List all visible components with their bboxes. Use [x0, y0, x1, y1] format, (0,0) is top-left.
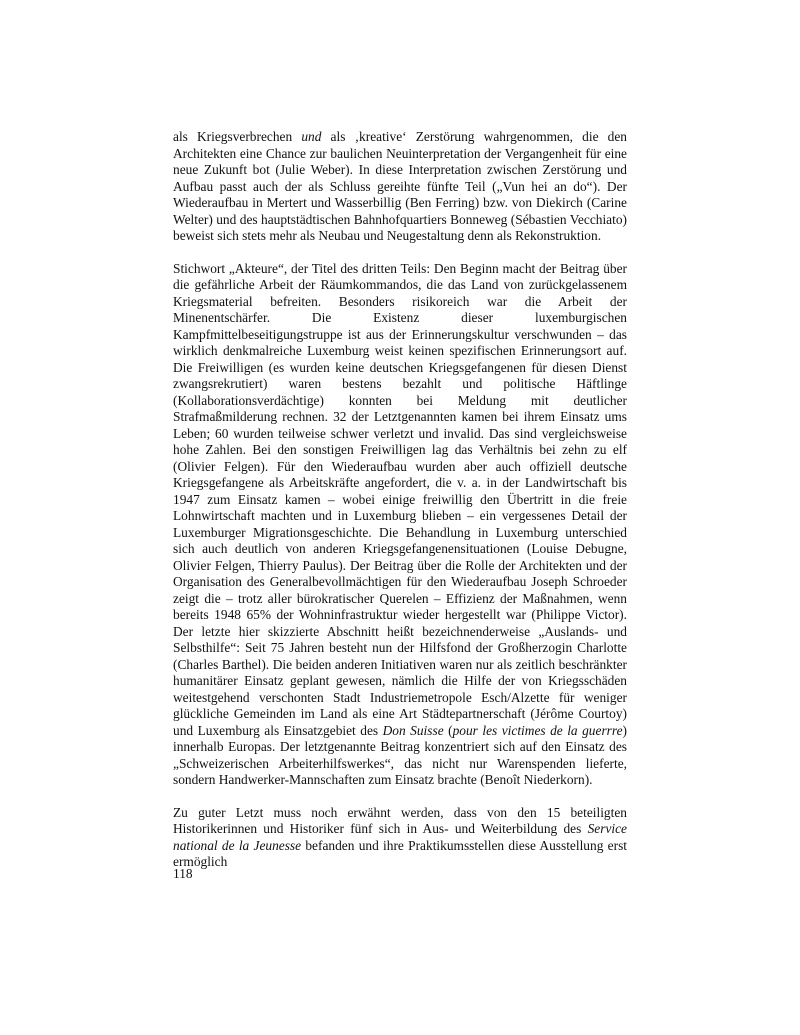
paragraph-2: [173, 261, 627, 789]
text-run: als Kriegsverbrechen: [173, 129, 302, 144]
paragraph-1: [173, 129, 627, 245]
paragraph-3: [173, 805, 627, 871]
italic-text-run: Don Suisse: [382, 722, 444, 738]
page-number: 118: [173, 866, 193, 881]
text-run: Zu guter Letzt muss noch erwähnt werden, dass von den 15 beteiligten Historikerinnen und Historiker fünf sich in Aus- und Weiterbildung des: [173, 804, 627, 836]
text-run: als ‚kreative‘ Zerstörung wahrgenommen, die den Architekten eine Chance zur baulichen Neuinterpretation der Vergangenheit für eine neue Zukunft bot (Julie Weber). In diese Interpretation zwischen Zerstörung und Aufbau passt auch der als Schluss gereihte fünfte Teil („Vun hei an do“). Der Wiederaufbau in Mertert und Wasserbillig (Ben Ferring) bzw. von Diekirch (Carine Welter) und des hauptstädtischen Bahnhofquartiers Bonneweg (Sébastien Vecchiato) beweist sich stets mehr als Neubau und Neugestaltung denn als Rekonstruktion.: [173, 129, 627, 243]
paragraph-gap: [173, 245, 627, 261]
paragraph-gap: [173, 789, 627, 805]
text-run: (: [443, 722, 453, 738]
text-run: befanden und ihre Praktikumsstellen diese Ausstellung erst ermöglich: [173, 837, 627, 869]
text-run: ) innerhalb Europas. Der letztgenannte Beitrag konzentriert sich auf den Einsatz des „Schweizerischen Arbeiterhilfswerkes“, das nicht nur Warenspenden lieferte, sondern Handwerker-Mannschaften zum Einsatz brachte (Benoît Niederkorn).: [173, 722, 627, 787]
italic-text-run: Service national de la Jeunesse: [173, 821, 627, 853]
text-run: Stichwort „Akteure“, der Titel des dritten Teils: Den Beginn macht der Beitrag über die gefährliche Arbeit der Räumkommandos, die das Land von zurückgelassenem Kriegsmaterial befreiten. Besonders risikoreich war die Arbeit der Minenentschärfer. Die Existenz dieser luxemburgischen Kampfmittelbeseitigungstruppe ist aus der Erinnerungskultur verschwunden – das wirklich denkmalreiche Luxemburg weist keinen spezifischen Erinnerungsort auf. Die Freiwilligen (es wurden keine deutschen Kriegsgefangenen für diesen Dienst zwangsrekrutiert) waren bestens bezahlt und politische Häftlinge (Kollaborationsverdächtige) konnten bei Meldung mit deutlicher Strafmaßmilderung rechnen. 32 der Letztgenannten kamen bei ihrem Einsatz ums Leben; 60 wurden teilweise schwer verletzt und invalid. Das sind vergleichsweise hohe Zahlen. Bei den sonstigen Freiwilligen lag das Verhältnis bei zehn zu elf (Olivier Felgen). Für den Wiederaufbau wurden aber auch offiziell deutsche Kriegsgefangene als Arbeitskräfte angefordert, die v. a. in der Landwirtschaft bis 1947 zum Einsatz kamen – wobei einige freiwillig den Übertritt in die freie Lohnwirtschaft machten und in Luxemburg blieben – ein vergessenes Detail der Luxemburger Migrationsgeschichte. Die Behandlung in Luxemburg unterschied sich auch deutlich von anderen Kriegsgefangenensituationen (Louise Debugne, Olivier Felgen, Thierry Paulus). Der Beitrag über die Rolle der Architekten und der Organisation des Generalbevollmächtigen für den Wiederaufbau Joseph Schroeder zeigt die – trotz aller bürokratischer Querelen – Effizienz der Maßnahmen, wenn bereits 1948 65% der Wohninfrastruktur wieder hergestellt war (Philippe Victor). Der letzte hier skizzierte Abschnitt heißt bezeichnenderweise „Auslands- und Selbsthilfe“: Seit 75 Jahren besteht nun der Hilfsfond der Großherzogin Charlotte (Charles Barthel). Die beiden anderen Initiativen waren nur als zeitlich beschränkter humanitärer Einsatz geplant gewesen, nämlich die Hilfe der von Kriegsschäden weitestgehend verschonten Stadt Industriemetropole Esch/Alzette für weniger glückliche Gemeinden im Land als eine Art Städtepartnerschaft (Jérôme Courtoy) und Luxemburg als Einsatzgebiet des: [173, 260, 627, 738]
italic-text-run: pour les victimes de la guerrre: [452, 722, 623, 738]
italic-text-run: und: [301, 129, 322, 144]
page-body: [173, 129, 627, 871]
